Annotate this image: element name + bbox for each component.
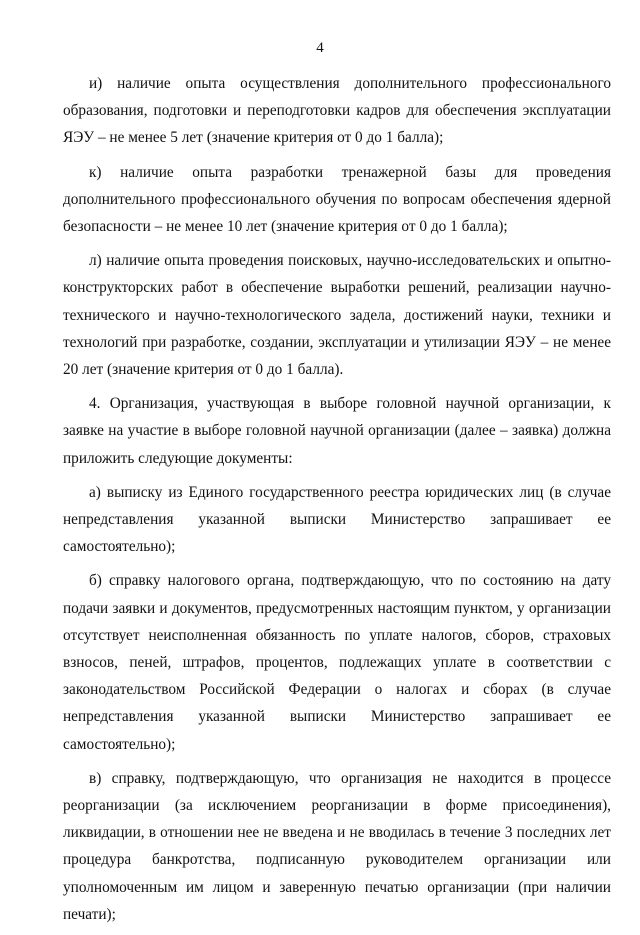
paragraph-item-b: б) справку налогового органа, подтверждающую, что по состоянию на дату подачи заявки и документов, предусмотренных настоящим пунктом, у организации отсутствует неисполненная обязанность по уплате налогов, сборов, страховых взносов, пеней, штрафов, процентов, подлежащих уплате в соответствии с законодательством Российской Федерации о налогах и сборах (в случае непредставления указанной выписки Министерство запрашивает ее самостоятельно);: [63, 572, 611, 753]
document-body: [63, 70, 611, 935]
paragraph-item-i: и) наличие опыта осуществления дополнительного профессионального образования, подготовки и переподготовки кадров для обеспечения эксплуатации ЯЭУ – не менее 5 лет (значение критерия от 0 до 1 балла);: [63, 75, 611, 147]
paragraph-item-v: в) справку, подтверждающую, что организация не находится в процессе реорганизации (за исключением реорганизации в форме присоединения), ликвидации, в отношении нее не введена и не вводилась в течение 3 последних лет процедура банкротства, подписанную руководителем организации или уполномоченным им лицом и заверенную печатью организации (при наличии печати);: [63, 769, 611, 923]
page-number: 4: [316, 40, 324, 56]
paragraph-item-k: к) наличие опыта разработки тренажерной базы для проведения дополнительного профессионального обучения по вопросам обеспечения ядерной безопасности – не менее 10 лет (значение критерия от 0 до 1 балла);: [63, 163, 611, 236]
paragraph-item-a: а) выписку из Единого государственного реестра юридических лиц (в случае непредставления указанной выписки Министерство запрашивает ее самостоятельно);: [63, 483, 611, 556]
paragraph-section-4: 4. Организация, участвующая в выборе головной научной организации, к заявке на участие в выборе головной научной организации (далее – заявка) должна приложить следующие документы:: [63, 395, 611, 467]
paragraph-item-l: л) наличие опыта проведения поисковых, научно-исследовательских и опытно-конструкторских работ в обеспечение выработки решений, реализации научно-технического и научно-технологического задела, достижений науки, техники и технологий при разработке, создании, эксплуатации и утилизации ЯЭУ – не менее 20 лет (значение критерия от 0 до 1 балла).: [63, 252, 611, 379]
